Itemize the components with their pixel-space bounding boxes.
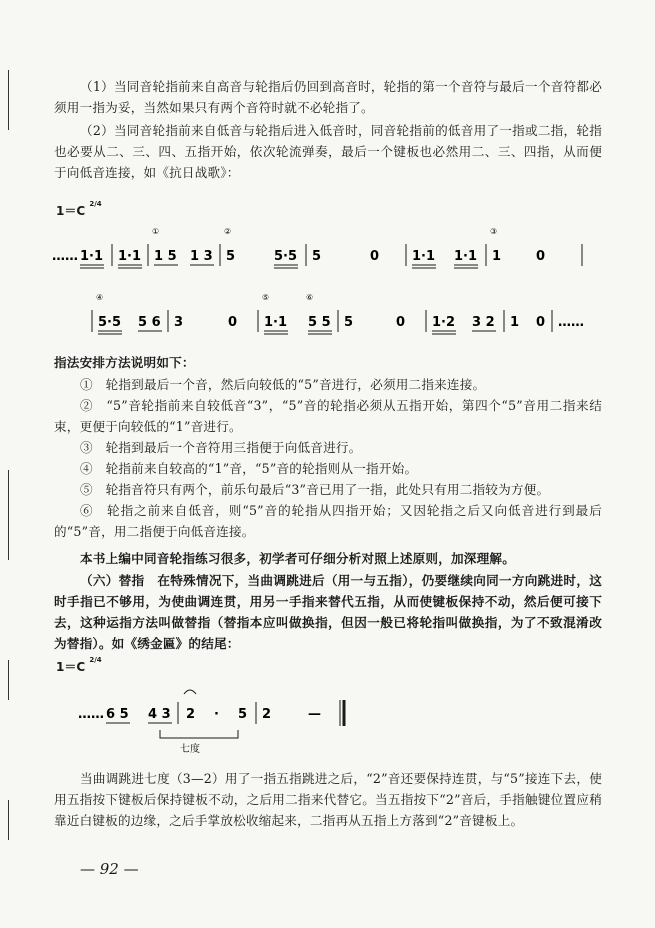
explain-item-3: ③ 轮指到最后一个音符用三指便于向低音进行。 (80, 440, 362, 455)
rest: 0 (370, 249, 380, 264)
note-group: — (308, 707, 321, 722)
fingering-mark-6: ⑥ (306, 293, 314, 302)
fingering-mark-2: ② (224, 227, 232, 236)
scan-edge-mark (8, 660, 9, 700)
note-group: …… (558, 315, 584, 330)
note-group: 3 (174, 315, 184, 330)
rest: 0 (396, 315, 406, 330)
page-number: — 92 — (80, 860, 139, 878)
note-group: 1·1 (412, 249, 436, 264)
note-group: 1 5 (154, 249, 177, 264)
note-group: 3 2 (472, 315, 495, 330)
fingering-mark-3: ③ (490, 227, 498, 236)
paragraph-5: 当曲调跳进七度（3—2）用了一指五指跳进之后，“2”音还要保持连贯，与“5”接连下去，使用五指按下键板后保持键板不动，之后用二指来代替它。当五指按下“2”音后，手指触键位置应稍靠近白键板的边缘，之后手掌放松收缩起来，二指再从五指上方落到“2”音键板上。 (54, 771, 602, 828)
explain-item-6: ⑥ 轮指之前来自低音，则“5”音的轮指从四指开始；又因轮指之后又向低音进行到最后的“5”音，用二指便于向低音连接。 (54, 503, 602, 539)
explain-item-2: ② “5”音轮指前来自较低音“3”，“5”音的轮指必须从五指开始，第四个“5”音用二指来结束，更便于向较低的“1”音进行。 (54, 398, 602, 434)
note-group: 1·1 (264, 315, 288, 330)
jianpu-staff-3 (52, 680, 412, 764)
note-group: 2 (186, 707, 196, 722)
note-group: · (214, 707, 219, 722)
note-group: 5 6 (138, 315, 161, 330)
note-group: 1·1 (80, 249, 104, 264)
fingering-mark-4: ④ (96, 293, 104, 302)
rest: 0 (536, 315, 546, 330)
rest: 0 (228, 315, 238, 330)
fingering-mark-1: ① (152, 227, 160, 236)
note-group: 5 5 (308, 315, 331, 330)
note-group: 1·1 (454, 249, 478, 264)
note-group: 5 (312, 249, 322, 264)
note-group: 5·5 (98, 315, 122, 330)
paragraph-1: （1）当同音轮指前来自高音与轮指后仍回到高音时，轮指的第一个音符与最后一个音符都必须用一指为妥，当然如果只有两个音符时就不必轮指了。 (54, 79, 602, 115)
note-group: 1 (510, 315, 520, 330)
scan-edge-mark (8, 800, 9, 840)
note-group: 4 3 (148, 707, 171, 722)
note-group: 1·1 (118, 249, 142, 264)
note-group: 1·2 (432, 315, 456, 330)
paragraph-3: 本书上编中同音轮指练习很多，初学者可仔细分析对照上述原则，加深理解。 (80, 551, 515, 566)
note-group: 2 (262, 707, 272, 722)
note-group: …… (78, 707, 104, 722)
note-group: 6 5 (106, 707, 129, 722)
key-signature-1: 1＝C $^{2/4}$ (56, 200, 102, 218)
note-group: …… (52, 249, 78, 264)
note-group: 1 (492, 249, 502, 264)
explain-item-5: ⑤ 轮指音符只有两个，前乐句最后“3”音已用了一指，此处只有用二指较为方便。 (80, 482, 550, 497)
paragraph-2: （2）当同音轮指前来自低音与轮指后进入低音时，同音轮指前的低音用了一指或二指，轮指也必要从二、三、四、五指开始，依次轮流弹奏，最后一个键板也必然用二、三、四指，从而便于向低音连接，如《抗日战歌》： (54, 123, 602, 180)
rest: 0 (536, 249, 546, 264)
key-signature-2: 1＝C $^{2/4}$ (56, 656, 102, 674)
jianpu-staff-2 (52, 288, 612, 352)
scan-edge-mark (8, 470, 9, 560)
note-group: 5 (226, 249, 236, 264)
jianpu-staff-1 (52, 222, 612, 286)
note-group: 5·5 (274, 249, 298, 264)
paragraph-4: （六）替指 在特殊情况下，当曲调跳进后（用一与五指），仍要继续向同一方向跳进时，这时手指已不够用，为使曲调连贯，用另一手指来替代五指，从而使键板保持不动，然后便可接下去，这种运指方法叫做替指（替指本应叫做换指，但因一般已将轮指叫做换指，为了不致混淆改为替指）。如《绣金匾》的结尾： (54, 573, 602, 651)
note-group: 5 (344, 315, 354, 330)
scan-edge-mark (8, 70, 9, 130)
note-group: 1 3 (190, 249, 213, 264)
explain-item-4: ④ 轮指前来自较高的“1”音，“5”音的轮指则从一指开始。 (80, 461, 418, 476)
interval-label: 七度 (180, 744, 200, 755)
section-heading: （六）替指 (80, 573, 145, 588)
fingering-mark-5: ⑤ (262, 293, 270, 302)
note-group: 5 (238, 707, 248, 722)
explain-item-1: ① 轮指到最后一个音，然后向较低的“5”音进行，必须用二指来连接。 (80, 377, 486, 392)
explain-title: 指法安排方法说明如下： (54, 355, 195, 370)
